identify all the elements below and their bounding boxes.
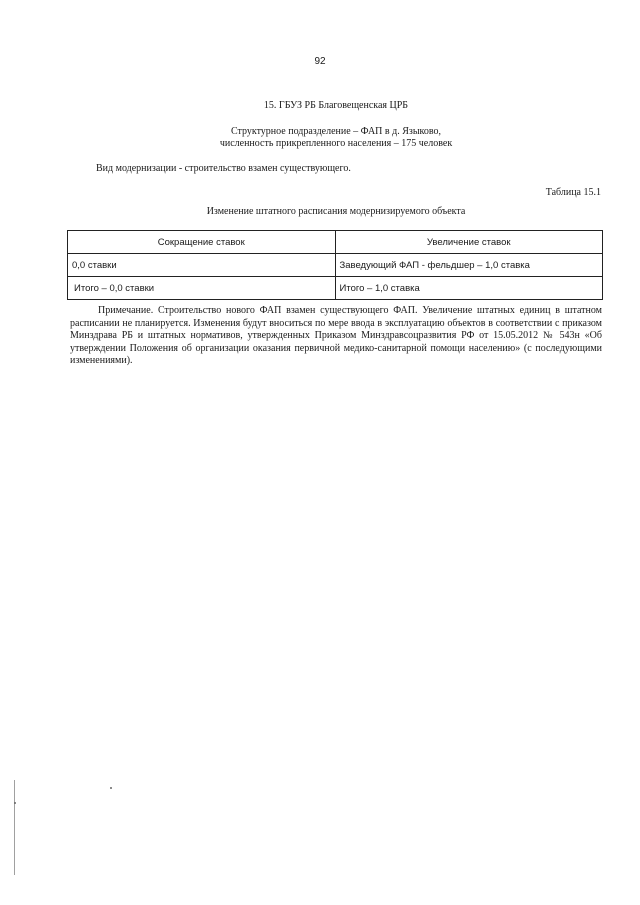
page-number: 92 (314, 56, 326, 67)
table-cell: Итого – 0,0 ставки (68, 277, 336, 300)
table-header-row (68, 231, 603, 254)
note-block (70, 305, 602, 368)
scan-speck (110, 787, 112, 789)
table-row (68, 254, 603, 277)
scan-margin-line (14, 780, 15, 875)
staffing-table (67, 230, 603, 300)
table-row (68, 277, 603, 300)
subdivision-line-1: Структурное подразделение – ФАП в д. Языково, (230, 126, 442, 137)
section-heading: 15. ГБУЗ РБ Благовещенская ЦРБ (263, 100, 409, 111)
table-cell: 0,0 ставки (68, 254, 336, 277)
table-title: Изменение штатного расписания модернизируемого объекта (206, 206, 466, 217)
table-cell: Итого – 1,0 ставка (335, 277, 603, 300)
header-reduction: Сокращение ставок (68, 231, 336, 254)
note-text: Примечание. Строительство нового ФАП взамен существующего ФАП. Увеличение штатных единиц в штатном расписании не планируется. Изменения будут вноситься по мере ввода в эксплуатацию объектов в соответствии с приказом Минздрава РБ и штатных нормативов, утвержденных Приказом Минздравсоцразвития РФ от 15.05.2012 № 543н «Об утверждении Положения об организации оказания первичной медико-санитарной помощи населению» (с последующими изменениями). (70, 305, 602, 366)
table-label: Таблица 15.1 (545, 187, 601, 198)
scan-speck (14, 802, 16, 804)
subdivision-line-2: численность прикрепленного населения – 175 человек (219, 138, 453, 149)
header-increase: Увеличение ставок (335, 231, 603, 254)
table-cell: Заведующий ФАП - фельдшер – 1,0 ставка (335, 254, 603, 277)
modernization-type: Вид модернизации - строительство взамен существующего. (96, 163, 351, 174)
